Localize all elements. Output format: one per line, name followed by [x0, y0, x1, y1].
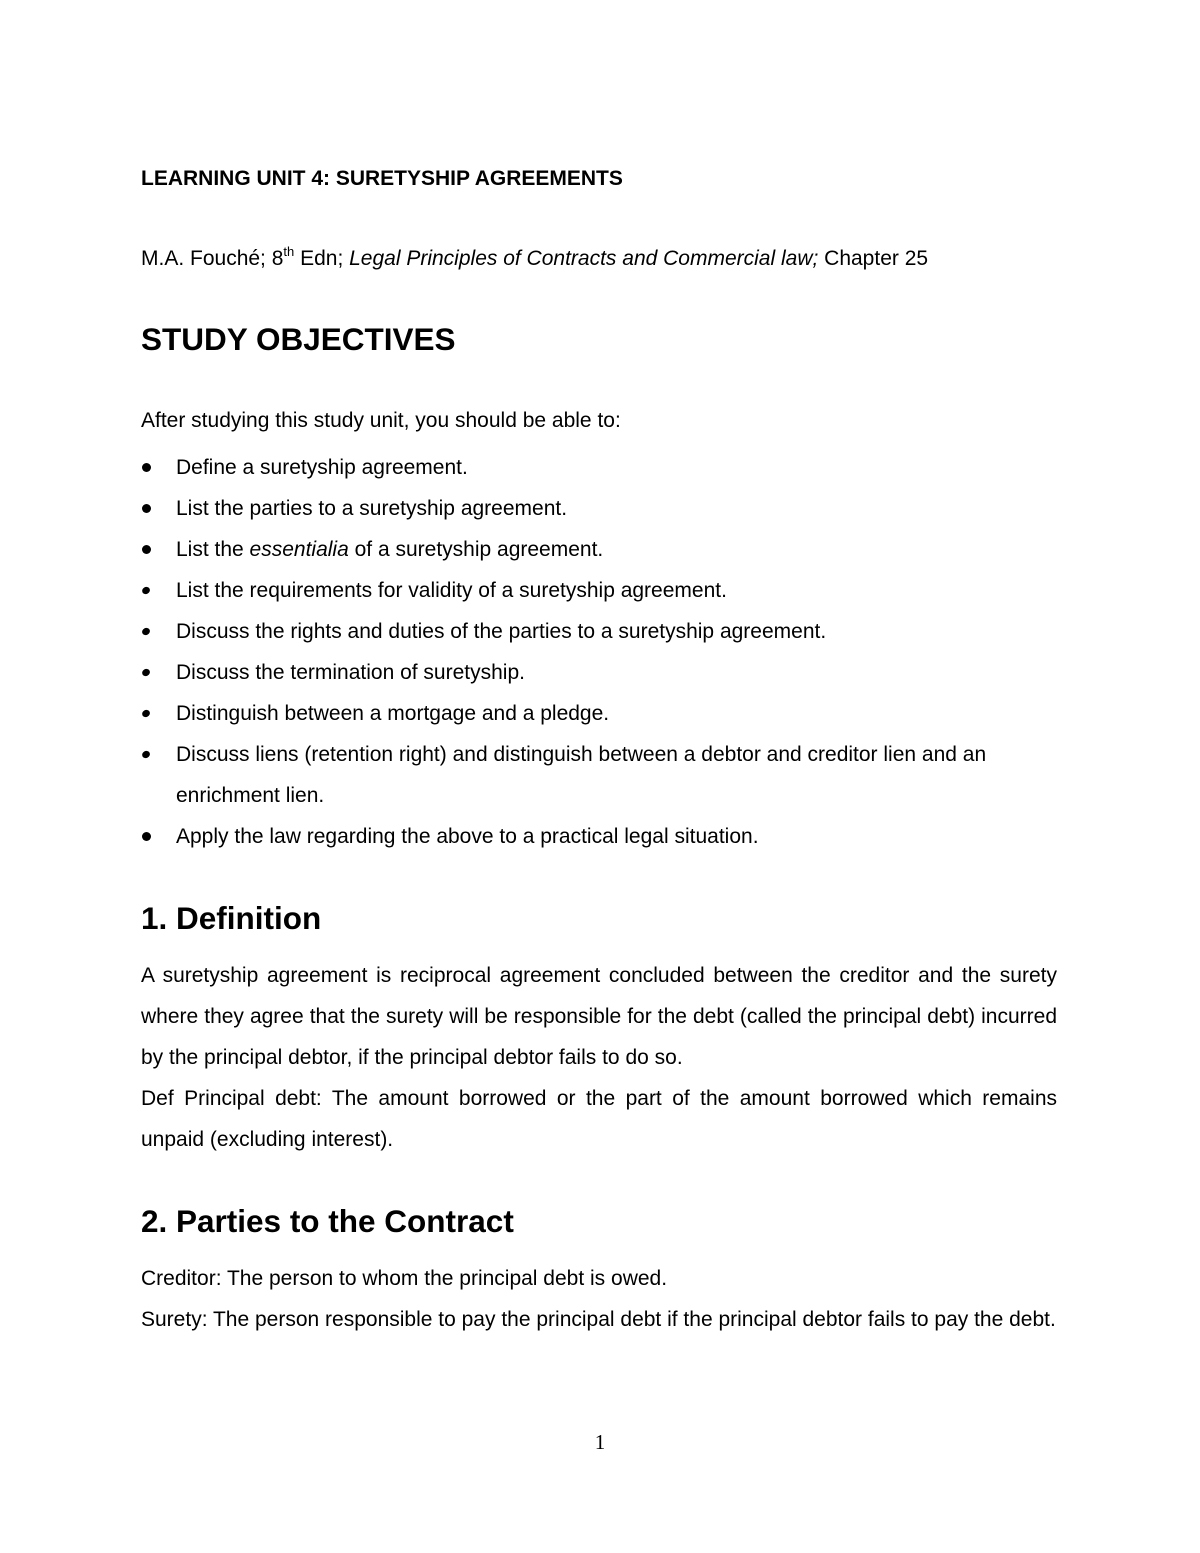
reference-chapter: Chapter 25 — [818, 247, 929, 270]
section-heading-parties — [141, 1203, 1057, 1239]
list-item — [141, 734, 1057, 816]
page-number: 1 — [594, 1430, 606, 1454]
bullet-icon — [141, 585, 151, 595]
surety-definition: Surety: The person responsible to pay the principal debt if the principal debtor fails to pay the debt. — [141, 1308, 1056, 1331]
bullet-icon — [142, 504, 151, 513]
definition-paragraph: A suretyship agreement is reciprocal agreement concluded between the creditor and the surety where they agree that the surety will be responsible for the debt (called the principal debt) incurred by the principal debtor, if the principal debtor fails to do so. — [141, 964, 1057, 1069]
objectives-intro: After studying this study unit, you should be able to: — [141, 409, 621, 432]
reference-book-title: Legal Principles of Contracts and Commercial law; — [349, 247, 819, 270]
list-item — [141, 488, 1057, 529]
bullet-icon — [141, 626, 151, 636]
list-item — [141, 693, 1057, 734]
bullet-icon — [142, 463, 151, 472]
objective-text: Discuss the termination of suretyship. — [176, 661, 525, 684]
reference-edition: Edn; — [294, 247, 350, 270]
list-item — [141, 816, 1057, 857]
objective-text: List the parties to a suretyship agreement. — [176, 497, 568, 520]
objective-text-italic: essentialia — [249, 538, 349, 561]
objective-text: List the requirements for validity of a suretyship agreement. — [176, 579, 727, 602]
section-heading-text: Parties to the Contract — [176, 1203, 514, 1239]
objective-text-after: of a suretyship agreement. — [348, 538, 604, 561]
textbook-reference — [141, 244, 1057, 274]
list-item — [141, 652, 1057, 693]
bullet-icon — [141, 749, 151, 759]
reference-edition-sup: th — [283, 244, 295, 259]
bullet-icon — [141, 667, 151, 677]
section-number: 2. — [141, 1203, 168, 1239]
creditor-definition: Creditor: The person to whom the principal debt is owed. — [141, 1267, 668, 1290]
principal-debt-definition: Def Principal debt: The amount borrowed or the part of the amount borrowed which remains unpaid (excluding interest). — [141, 1087, 1057, 1151]
list-item — [141, 570, 1057, 611]
section-heading-definition — [141, 900, 1057, 936]
objective-text: Define a suretyship agreement. — [176, 456, 468, 479]
objective-text: Apply the law regarding the above to a practical legal situation. — [176, 825, 759, 848]
objective-text: Discuss liens (retention right) and distinguish between a debtor and creditor lien and an enrichment lien. — [176, 743, 987, 807]
list-item — [141, 529, 1057, 570]
section-heading-text: Definition — [176, 900, 322, 936]
objectives-list — [141, 447, 1057, 857]
objective-text-before: List the — [176, 538, 250, 561]
unit-title: LEARNING UNIT 4: SURETYSHIP AGREEMENTS — [141, 167, 623, 190]
page-content — [141, 164, 1057, 1340]
list-item — [141, 611, 1057, 652]
reference-author: M.A. Fouché; 8 — [141, 247, 284, 270]
study-objectives-heading: STUDY OBJECTIVES — [141, 321, 456, 357]
objective-text: Distinguish between a mortgage and a pledge. — [176, 702, 610, 725]
section-number: 1. — [141, 900, 168, 936]
objective-text: Discuss the rights and duties of the parties to a suretyship agreement. — [176, 620, 827, 643]
bullet-icon — [142, 832, 151, 841]
bullet-icon — [142, 545, 151, 554]
bullet-icon — [141, 708, 151, 718]
list-item — [141, 447, 1057, 488]
